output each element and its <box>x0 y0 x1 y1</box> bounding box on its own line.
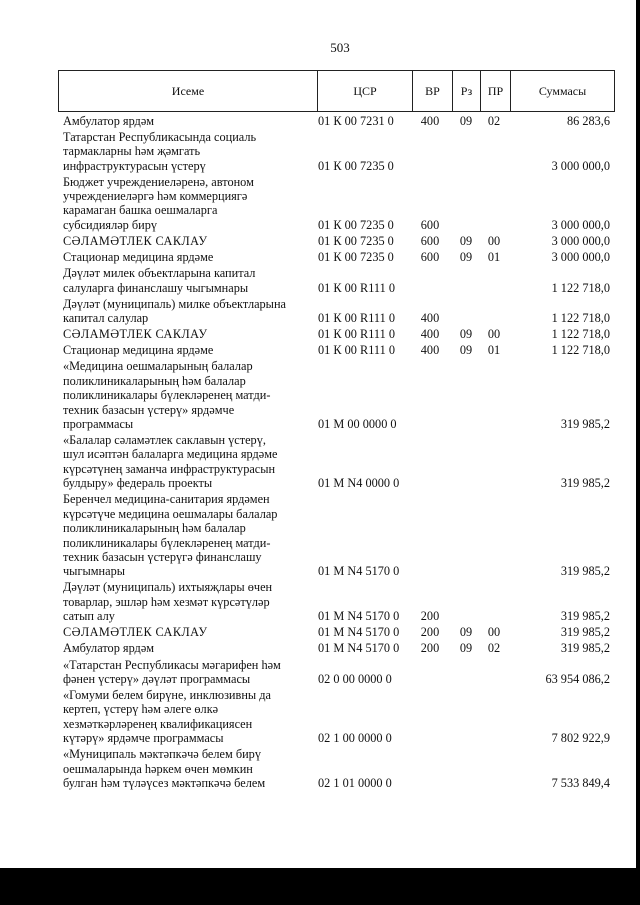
row-vr: 200 <box>420 609 440 624</box>
row-csr: 01 М N4 5170 0 <box>318 641 400 656</box>
row-csr: 01 М N4 0000 0 <box>318 476 400 491</box>
row-rz: 09 <box>459 625 473 640</box>
row-pr: 01 <box>487 343 501 358</box>
row-csr: 01 К 00 R111 0 <box>318 327 395 342</box>
scan-edge-bottom <box>0 868 640 905</box>
row-rz: 09 <box>459 343 473 358</box>
row-csr: 02 1 00 0000 0 <box>318 731 392 746</box>
row-pr: 02 <box>487 113 501 128</box>
row-csr: 01 М N4 5170 0 <box>318 625 400 640</box>
row-sum: 319 985,2 <box>560 609 610 624</box>
row-csr: 01 К 00 R111 0 <box>318 280 395 295</box>
row-name: Стационар медицина ярдәме <box>63 343 214 358</box>
table-row <box>58 491 615 579</box>
row-csr: 02 1 01 0000 0 <box>318 776 392 791</box>
row-name: СӘЛАМӘТЛЕК САКЛАУ <box>63 327 208 342</box>
table-row <box>58 173 615 232</box>
row-pr: 00 <box>487 625 501 640</box>
row-name: Дәүләт (муниципаль) ихтыяҗлары өчен товарлар, эшләр һәм хезмәт күрсәтүләр сатып алу <box>63 580 273 624</box>
row-name: «Гомуми белем бирүне, инклюзивны да кертеп, үстерү һәм әлеге өлкә хезмәткәрләренең квалификациясен күтәрү» ярдәмче программасы <box>63 687 271 746</box>
row-vr: 600 <box>420 250 440 265</box>
table-row <box>58 640 615 656</box>
row-rz: 09 <box>459 327 473 342</box>
row-pr: 00 <box>487 233 501 248</box>
row-sum: 1 122 718,0 <box>551 343 610 358</box>
row-name: Татарстан Республикасында социаль тармакларны һәм җәмгать инфраструктурасын үстерү <box>63 129 257 173</box>
row-name: Дәүләт (муниципаль) милке объектларына капитал салулар <box>63 296 286 326</box>
row-name: Дәүләт милек объектларына капитал салуларга финанслашу чыгымнары <box>63 266 256 295</box>
row-sum: 319 985,2 <box>560 625 610 640</box>
header-sum: Суммасы <box>510 71 614 111</box>
table-body <box>58 112 615 791</box>
row-name: СӘЛАМӘТЛЕК САКЛАУ <box>63 625 208 640</box>
table-row <box>58 656 615 687</box>
table-row <box>58 579 615 624</box>
row-sum: 86 283,6 <box>566 113 610 128</box>
table-row <box>58 264 615 295</box>
row-csr: 01 К 00 R111 0 <box>318 311 395 326</box>
table-row <box>58 128 615 173</box>
row-sum: 7 802 922,9 <box>551 731 610 746</box>
header-pr: ПР <box>480 71 510 111</box>
row-csr: 01 К 00 7235 0 <box>318 158 394 173</box>
row-sum: 3 000 000,0 <box>551 250 610 265</box>
row-vr: 200 <box>420 641 440 656</box>
scan-edge-right <box>636 0 640 868</box>
row-rz: 09 <box>459 113 473 128</box>
row-name: Амбулатор ярдәм <box>63 641 155 656</box>
row-rz: 09 <box>459 641 473 656</box>
header-name: Исеме <box>171 84 205 98</box>
table-header <box>58 70 615 112</box>
table-row <box>58 112 615 128</box>
row-csr: 01 К 00 7231 0 <box>318 113 394 128</box>
row-csr: 01 М N4 5170 0 <box>318 609 400 624</box>
row-sum: 7 533 849,4 <box>551 776 610 791</box>
header-csr: ЦСР <box>317 71 412 111</box>
row-rz: 09 <box>459 250 473 265</box>
table-row <box>58 746 615 791</box>
header-vr: ВР <box>412 71 452 111</box>
row-vr: 400 <box>420 343 440 358</box>
row-name: Стационар медицина ярдәме <box>63 250 214 265</box>
table-row <box>58 295 615 326</box>
row-pr: 00 <box>487 327 501 342</box>
row-csr: 01 К 00 7235 0 <box>318 217 394 232</box>
row-csr: 01 М N4 5170 0 <box>318 564 400 579</box>
row-name: «Балалар сәламәтлек саклавын үстерү, шул исәптән балаларга медицина ярдәме күрсәтүнең заманча инфраструктурасын булдыру» федераль проекты <box>63 433 278 491</box>
row-csr: 01 К 00 R111 0 <box>318 343 395 358</box>
row-sum: 3 000 000,0 <box>551 217 610 232</box>
row-vr: 400 <box>420 327 440 342</box>
row-name: Бюджет учреждениеләренә, автоном учреждениеләргә һәм коммерциягә карамаган башка оешмаларга субсидияләр бирү <box>63 174 254 232</box>
header-rz: Рз <box>452 71 480 111</box>
row-csr: 01 К 00 7235 0 <box>318 233 394 248</box>
row-csr: 01 М 00 0000 0 <box>318 416 397 431</box>
row-vr: 200 <box>420 625 440 640</box>
row-sum: 319 985,2 <box>560 641 610 656</box>
row-sum: 63 954 086,2 <box>545 671 610 686</box>
row-vr: 400 <box>420 311 440 326</box>
row-vr: 400 <box>420 113 440 128</box>
page-number: 503 <box>330 40 350 55</box>
table-row <box>58 232 615 248</box>
table-row <box>58 342 615 358</box>
row-sum: 319 985,2 <box>560 476 610 491</box>
row-sum: 1 122 718,0 <box>551 280 610 295</box>
row-name: Беренчел медицина-санитария ярдәмен күрсәтүче медицина оешмалары балалар поликлиникаларының һәм балалар поликлиникалары бүлекләренең матди- техник базасын үстерүгә финанслашу чыгымнары <box>63 492 278 579</box>
table-row <box>58 431 615 490</box>
row-sum: 319 985,2 <box>560 416 610 431</box>
row-vr: 600 <box>420 233 440 248</box>
table-row <box>58 248 615 264</box>
row-name: СӘЛАМӘТЛЕК САКЛАУ <box>63 233 208 248</box>
row-sum: 319 985,2 <box>560 564 610 579</box>
row-csr: 01 К 00 7235 0 <box>318 250 394 265</box>
row-name: «Медицина оешмаларының балалар поликлиникаларының һәм балалар поликлиникалары бүлекләренең матди- техник базасын үстерү» ярдәмче программасы <box>63 359 271 431</box>
row-sum: 1 122 718,0 <box>551 311 610 326</box>
row-vr: 600 <box>420 217 440 232</box>
table-row <box>58 686 615 745</box>
row-name: «Татарстан Республикасы мәгарифен һәм фәнен үстерү» дәүләт программасы <box>63 657 281 686</box>
row-pr: 01 <box>487 250 501 265</box>
row-pr: 02 <box>487 641 501 656</box>
row-rz: 09 <box>459 233 473 248</box>
row-sum: 1 122 718,0 <box>551 327 610 342</box>
table-row <box>58 325 615 341</box>
row-csr: 02 0 00 0000 0 <box>318 671 392 686</box>
row-name: «Муниципаль мәктәпкәчә белем бирү оешмаларында һәркем өчен мөмкин булган һәм түләүсез мәктәпкәчә белем <box>63 747 266 791</box>
row-sum: 3 000 000,0 <box>551 233 610 248</box>
table-row <box>58 358 615 432</box>
row-sum: 3 000 000,0 <box>551 158 610 173</box>
row-name: Амбулатор ярдәм <box>63 113 155 128</box>
table-row <box>58 624 615 640</box>
